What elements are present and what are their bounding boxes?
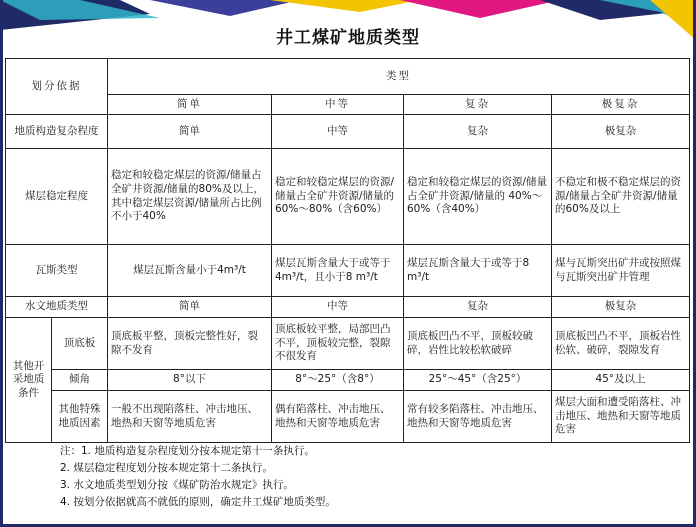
cell: 偶有陷落柱、冲击地压、地热和天窗等地质危害 bbox=[272, 391, 404, 443]
cell: 复杂 bbox=[404, 297, 552, 318]
cell: 稳定和较稳定煤层的资源/储量占全矿井资源/储量的80%及以上，其中稳定煤层资源/储量所占比例不小于40% bbox=[108, 149, 272, 245]
type-header: 类型 bbox=[108, 59, 690, 95]
sub-label-roof-floor: 顶底板 bbox=[52, 318, 108, 370]
cell: 煤层大面和遭受陷落柱、冲击地压、地热和天窗等地质危害 bbox=[552, 391, 690, 443]
cell: 8°以下 bbox=[108, 370, 272, 391]
cell: 顶底板平整，顶板完整性好，裂隙不发育 bbox=[108, 318, 272, 370]
note-1: 注：1. 地质构造复杂程度划分按本规定第十一条执行。 bbox=[60, 445, 315, 457]
cell: 煤层瓦斯含量大于或等于8 m³/t bbox=[404, 245, 552, 297]
cell: 稳定和较稳定煤层的资源/储量占全矿井资源/储量的 40%～60%（含40%） bbox=[404, 149, 552, 245]
cell: 简单 bbox=[108, 115, 272, 149]
cell: 25°～45°（含25°） bbox=[404, 370, 552, 391]
cell: 45°及以上 bbox=[552, 370, 690, 391]
cell: 极复杂 bbox=[552, 115, 690, 149]
table-row bbox=[6, 245, 690, 297]
cell: 中等 bbox=[272, 297, 404, 318]
row-label-hydro: 水文地质类型 bbox=[6, 297, 108, 318]
type-col-simple: 简单 bbox=[108, 95, 272, 115]
row-label-other: 其他开采地质条件 bbox=[6, 318, 52, 443]
note-2: 2. 煤层稳定程度划分按本规定第十二条执行。 bbox=[60, 462, 273, 474]
row-label-seam-stability: 煤层稳定程度 bbox=[6, 149, 108, 245]
notes bbox=[60, 443, 680, 511]
sub-label-dip: 倾角 bbox=[52, 370, 108, 391]
cell: 不稳定和极不稳定煤层的资源/储量占全矿井资源/储量的60%及以上 bbox=[552, 149, 690, 245]
row-label-gas: 瓦斯类型 bbox=[6, 245, 108, 297]
cell: 煤层瓦斯含量小于4m³/t bbox=[108, 245, 272, 297]
note-4: 4. 按划分依据就高不就低的原则，确定井工煤矿地质类型。 bbox=[60, 496, 336, 508]
cell: 煤与瓦斯突出矿井或按照煤与瓦斯突出矿井管理 bbox=[552, 245, 690, 297]
table-row bbox=[6, 391, 690, 443]
cell: 一般不出现陷落柱、冲击地压、地热和天窗等地质危害 bbox=[108, 391, 272, 443]
table-row bbox=[6, 149, 690, 245]
cell: 复杂 bbox=[404, 115, 552, 149]
geology-type-table bbox=[5, 58, 690, 443]
division-basis-header: 划分依据 bbox=[6, 59, 108, 115]
row-label-structure: 地质构造复杂程度 bbox=[6, 115, 108, 149]
cell: 煤层瓦斯含量大于或等于4m³/t，且小于8 m³/t bbox=[272, 245, 404, 297]
cell: 中等 bbox=[272, 115, 404, 149]
type-col-medium: 中等 bbox=[272, 95, 404, 115]
note-3: 3. 水文地质类型划分按《煤矿防治水规定》执行。 bbox=[60, 479, 294, 491]
table-row bbox=[6, 318, 690, 370]
table-row bbox=[6, 370, 690, 391]
sub-label-special: 其他特殊地质因素 bbox=[52, 391, 108, 443]
cell: 顶底板凹凸不平，顶板较破碎，岩性比较松软破碎 bbox=[404, 318, 552, 370]
page-title: 井工煤矿地质类型 bbox=[276, 28, 420, 48]
cell: 顶底板凹凸不平，顶板岩性松软、破碎，裂隙发育 bbox=[552, 318, 690, 370]
cell: 简单 bbox=[108, 297, 272, 318]
cell: 极复杂 bbox=[552, 297, 690, 318]
cell: 顶底板较平整，局部凹凸不平，顶板较完整，裂隙不很发育 bbox=[272, 318, 404, 370]
type-col-very-complex: 极复杂 bbox=[552, 95, 690, 115]
table-row bbox=[6, 297, 690, 318]
table-row bbox=[6, 115, 690, 149]
cell: 稳定和较稳定煤层的资源/储量占全矿井资源/储量的60%～80%（含60%） bbox=[272, 149, 404, 245]
cell: 8°～25°（含8°） bbox=[272, 370, 404, 391]
cell: 常有较多陷落柱、冲击地压、地热和天窗等地质危害 bbox=[404, 391, 552, 443]
type-col-complex: 复杂 bbox=[404, 95, 552, 115]
